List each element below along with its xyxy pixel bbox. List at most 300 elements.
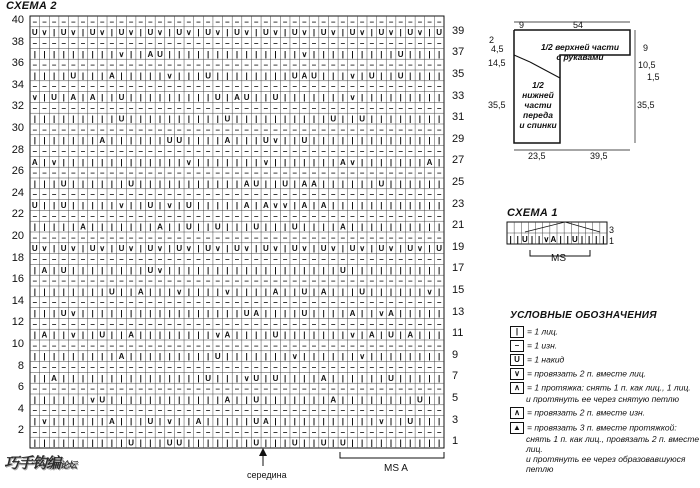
stitch-cell: | (284, 114, 287, 124)
stitch-cell: | (129, 71, 133, 81)
stitch-cell: | (409, 49, 412, 59)
stitch-cell: | (149, 373, 152, 383)
stitch-cell: U (60, 244, 67, 254)
stitch-cell: | (226, 352, 229, 362)
stitch-cell: – (99, 125, 105, 135)
stitch-cell: – (205, 363, 211, 372)
stitch-cell: – (157, 17, 163, 27)
stitch-cell: U (147, 28, 154, 38)
stitch-cell: | (43, 352, 46, 362)
stitch-cell: – (157, 39, 163, 48)
stitch-cell: | (274, 352, 277, 362)
stitch-cell: U (349, 28, 356, 38)
stitch-cell: – (321, 103, 326, 113)
stitch-cell: – (244, 60, 249, 70)
stitch-cell: U (60, 179, 67, 189)
stitch-cell: | (149, 157, 152, 167)
stitch-cell: | (361, 395, 364, 405)
stitch-cell: – (244, 39, 249, 48)
stitch-cell: – (157, 60, 163, 70)
stitch-cell: – (321, 60, 326, 70)
stitch-cell: ∨ (301, 28, 308, 38)
stitch-cell: – (128, 319, 134, 329)
stitch-cell: – (138, 39, 143, 48)
legend-text: = 1 протяжка: снять 1 п. как лиц., 1 лиц. (527, 382, 691, 393)
stitch-cell: – (80, 341, 86, 351)
stitch-cell: U (147, 201, 154, 210)
stitch-cell: – (427, 60, 432, 70)
row-number-left: 32 (11, 100, 24, 113)
stitch-cell: | (178, 49, 181, 59)
legend-item (510, 326, 558, 338)
stitch-cell: – (263, 363, 269, 372)
stitch-cell: | (303, 417, 306, 426)
stitch-cell: – (331, 60, 336, 70)
stitch-cell: – (331, 190, 336, 200)
stitch-cell: | (120, 330, 123, 340)
stitch-cell: – (99, 147, 105, 156)
stitch-cell: | (216, 179, 219, 189)
stitch-cell: – (292, 168, 297, 178)
stitch-cell: – (273, 39, 278, 48)
stitch-cell: U (301, 136, 308, 146)
stitch-cell: U (311, 71, 317, 81)
stitch-cell: – (177, 406, 182, 416)
stitch-cell: | (380, 265, 383, 275)
chart-1-stitch: | (595, 235, 598, 244)
stitch-cell: – (61, 363, 66, 372)
stitch-cell: | (399, 222, 402, 232)
stitch-cell: | (101, 287, 104, 297)
stitch-cell: – (138, 233, 143, 243)
stitch-cell: – (388, 298, 394, 308)
center-label: середина (247, 470, 287, 480)
stitch-cell: U (397, 49, 404, 59)
stitch-cell: – (61, 276, 66, 286)
stitch-cell: – (71, 384, 76, 394)
stitch-cell: – (369, 233, 375, 243)
stitch-cell: | (255, 201, 258, 210)
stitch-cell: – (331, 276, 336, 286)
stitch-cell: – (177, 363, 182, 372)
stitch-cell: – (109, 211, 115, 221)
stitch-cell: U (340, 265, 346, 275)
stitch-cell: – (282, 17, 288, 27)
stitch-cell: – (282, 298, 288, 308)
stitch-cell: – (51, 103, 57, 113)
stitch-cell: U (31, 244, 38, 254)
stitch-cell: | (101, 179, 104, 189)
stitch-cell: ∨ (349, 71, 356, 81)
stitch-cell: – (205, 384, 211, 394)
stitch-cell: | (274, 438, 277, 448)
row-number-right: 37 (452, 46, 465, 59)
stitch-cell: – (427, 211, 432, 221)
stitch-cell: | (197, 93, 200, 102)
schem-top-left: 9 (519, 20, 525, 30)
stitch-cell: | (178, 309, 181, 318)
stitch-cell: – (205, 406, 211, 416)
stitch-cell: | (235, 179, 239, 189)
stitch-cell: – (273, 255, 278, 264)
stitch-cell: A (157, 222, 163, 232)
stitch-cell: – (167, 82, 172, 92)
stitch-cell: – (128, 341, 134, 351)
stitch-cell: | (389, 395, 393, 405)
stitch-cell: – (225, 276, 230, 286)
stitch-cell: | (72, 49, 75, 59)
stitch-cell: – (128, 147, 134, 156)
legend-text: = провязать 2 п. вместе лиц. (527, 368, 647, 379)
stitch-cell: | (312, 28, 316, 38)
stitch-cell: | (72, 114, 75, 124)
stitch-cell: | (418, 93, 422, 102)
stitch-cell: | (91, 417, 94, 426)
stitch-cell: – (99, 406, 105, 416)
stitch-cell: | (158, 93, 162, 102)
stitch-cell: – (90, 60, 95, 70)
stitch-cell: – (148, 363, 153, 372)
stitch-cell: – (128, 384, 134, 394)
stitch-cell: – (388, 406, 394, 416)
stitch-cell: – (427, 276, 432, 286)
stitch-cell: | (149, 222, 152, 232)
stitch-cell: ∨ (157, 244, 163, 254)
stitch-cell: | (139, 265, 142, 275)
stitch-cell: – (32, 17, 38, 27)
stitch-cell: | (293, 201, 296, 210)
stitch-cell: U (89, 244, 96, 254)
stitch-cell: | (178, 417, 181, 426)
stitch-cell: – (167, 168, 172, 178)
chart-1-ms-label: MS (551, 253, 566, 264)
stitch-cell: U (340, 438, 346, 448)
stitch-cell: ∨ (330, 28, 337, 38)
stitch-cell: A (243, 201, 250, 210)
stitch-cell: – (90, 276, 95, 286)
stitch-cell: – (157, 103, 163, 113)
stitch-cell: | (428, 49, 431, 59)
stitch-cell: U (301, 287, 308, 297)
stitch-cell: | (235, 373, 239, 383)
stitch-cell: | (293, 265, 296, 275)
stitch-cell: | (322, 395, 325, 405)
stitch-cell: – (90, 341, 95, 351)
stitch-cell: – (427, 125, 432, 135)
stitch-cell: | (139, 93, 142, 102)
stitch-cell: – (80, 39, 86, 48)
stitch-cell: – (109, 82, 115, 92)
stitch-cell: – (359, 60, 365, 70)
stitch-cell: – (427, 384, 432, 394)
stitch-cell: – (244, 82, 249, 92)
stitch-cell: | (380, 287, 383, 297)
stitch-cell: | (33, 395, 36, 405)
stitch-cell: – (157, 341, 163, 351)
stitch-cell: | (158, 395, 162, 405)
stitch-cell: – (436, 233, 442, 243)
stitch-cell: – (80, 276, 86, 286)
stitch-cell: | (197, 265, 200, 275)
stitch-cell: – (80, 363, 86, 372)
stitch-cell: | (81, 28, 85, 38)
stitch-cell: – (234, 211, 240, 221)
stitch-cell: | (91, 265, 94, 275)
stitch-cell: – (205, 341, 211, 351)
stitch-cell: A (301, 201, 308, 210)
stitch-cell: – (244, 17, 249, 27)
stitch-cell: – (273, 168, 278, 178)
stitch-cell: – (61, 190, 66, 200)
stitch-cell: | (389, 179, 393, 189)
stitch-cell: – (282, 147, 288, 156)
stitch-cell: | (178, 373, 181, 383)
stitch-cell: – (215, 147, 220, 156)
row-number-right: 15 (452, 284, 465, 296)
stitch-cell: – (205, 147, 211, 156)
stitch-cell: A (330, 395, 337, 405)
stitch-cell: | (52, 179, 56, 189)
stitch-cell: – (340, 82, 346, 92)
stitch-cell: A (108, 417, 115, 426)
stitch-cell: – (205, 298, 211, 308)
stitch-cell: – (398, 384, 403, 394)
stitch-cell: | (33, 330, 36, 340)
stitch-cell: | (168, 244, 171, 254)
stitch-cell: – (196, 125, 201, 135)
stitch-cell: – (186, 190, 192, 200)
stitch-cell: | (245, 114, 248, 124)
stitch-cell: | (361, 136, 364, 146)
stitch-cell: U (234, 28, 240, 38)
stitch-cell: | (91, 222, 94, 232)
stitch-cell: – (302, 341, 307, 351)
stitch-cell: – (379, 82, 384, 92)
stitch-cell: | (62, 114, 65, 124)
stitch-cell: – (215, 168, 220, 178)
stitch-cell: | (370, 287, 373, 297)
stitch-cell: | (380, 222, 383, 232)
stitch-cell: – (90, 427, 95, 437)
stitch-cell: | (341, 244, 345, 254)
stitch-cell: – (292, 82, 297, 92)
stitch-cell: | (438, 93, 441, 102)
stitch-cell: – (234, 406, 240, 416)
stitch-cell: | (110, 222, 113, 232)
stitch-cell: | (33, 265, 36, 275)
stitch-cell: | (197, 244, 200, 254)
stitch-cell: – (157, 82, 163, 92)
stitch-cell: | (322, 352, 325, 362)
row-number-right: 35 (452, 68, 465, 80)
stitch-cell: U (128, 438, 134, 448)
stitch-cell: | (235, 330, 239, 340)
stitch-cell: – (321, 39, 326, 48)
stitch-cell: U (359, 287, 366, 297)
stitch-cell: U (301, 309, 308, 318)
stitch-cell: | (72, 438, 75, 448)
stitch-cell: – (196, 168, 201, 178)
stitch-cell: – (32, 406, 38, 416)
stitch-cell: | (158, 71, 162, 81)
stitch-cell: | (428, 136, 431, 146)
stitch-cell: ∨ (41, 417, 48, 426)
stitch-cell: – (311, 406, 317, 416)
stitch-cell: | (389, 114, 393, 124)
stitch-cell: | (438, 179, 441, 189)
stitch-cell: – (205, 255, 211, 264)
stitch-cell: – (167, 103, 172, 113)
stitch-cell: ∨ (272, 136, 279, 146)
stitch-cell: | (52, 287, 56, 297)
stitch-cell: – (408, 298, 413, 308)
stitch-cell: – (398, 168, 403, 178)
stitch-cell: | (418, 71, 422, 81)
stitch-cell: – (51, 168, 57, 178)
stitch-cell: – (398, 319, 403, 329)
stitch-cell: | (178, 265, 181, 275)
stitch-cell: | (62, 395, 65, 405)
stitch-cell: | (52, 417, 56, 426)
stitch-cell: | (361, 157, 364, 167)
stitch-cell: | (322, 309, 325, 318)
stitch-cell: | (62, 71, 65, 81)
stitch-cell: | (380, 136, 383, 146)
legend-symbol-icon: ▲ (510, 422, 524, 434)
stitch-cell: | (370, 373, 373, 383)
stitch-cell: A (426, 157, 433, 167)
stitch-cell: – (80, 255, 86, 264)
stitch-cell: – (417, 341, 423, 351)
stitch-cell: – (359, 233, 365, 243)
stitch-cell: A (224, 136, 231, 146)
stitch-cell: | (216, 71, 219, 81)
stitch-cell: | (91, 352, 94, 362)
stitch-cell: | (197, 352, 200, 362)
stitch-cell: | (399, 395, 402, 405)
stitch-cell: | (110, 438, 113, 448)
stitch-cell: – (388, 190, 394, 200)
stitch-cell: A (224, 395, 231, 405)
stitch-cell: – (99, 427, 105, 437)
stitch-cell: | (380, 49, 383, 59)
stitch-cell: | (187, 330, 190, 340)
stitch-cell: – (42, 319, 47, 329)
row-number-left: 34 (11, 78, 24, 91)
stitch-cell: – (331, 168, 336, 178)
stitch-cell: – (234, 384, 240, 394)
stitch-cell: ∨ (330, 244, 337, 254)
stitch-cell: – (71, 341, 76, 351)
stitch-cell: | (264, 352, 268, 362)
stitch-cell: – (398, 298, 403, 308)
stitch-cell: – (99, 341, 105, 351)
stitch-cell: – (71, 17, 76, 27)
stitch-cell: | (139, 179, 142, 189)
stitch-cell: – (196, 363, 201, 372)
stitch-cell: – (244, 363, 249, 372)
stitch-cell: ∨ (176, 287, 183, 297)
stitch-cell: | (206, 438, 210, 448)
stitch-cell: | (428, 71, 431, 81)
stitch-cell: | (72, 352, 75, 362)
stitch-cell: – (186, 255, 192, 264)
stitch-cell: | (101, 265, 104, 275)
stitch-cell: – (234, 147, 240, 156)
stitch-cell: – (61, 406, 66, 416)
stitch-cell: | (351, 287, 354, 297)
stitch-cell: | (428, 352, 431, 362)
stitch-cell: ∨ (70, 309, 77, 318)
stitch-cell: – (427, 427, 432, 437)
stitch-cell: | (139, 352, 142, 362)
stitch-cell: – (119, 406, 124, 416)
stitch-cell: A (89, 93, 96, 102)
row-number-left: 36 (11, 57, 24, 70)
stitch-cell: | (158, 352, 162, 362)
stitch-cell: | (168, 330, 171, 340)
stitch-cell: | (361, 309, 364, 318)
stitch-cell: | (361, 330, 364, 340)
stitch-cell: | (418, 373, 422, 383)
stitch-cell: | (139, 417, 142, 426)
stitch-cell: – (167, 17, 172, 27)
stitch-cell: – (254, 298, 259, 308)
stitch-cell: | (72, 136, 75, 146)
stitch-cell: | (81, 309, 85, 318)
stitch-cell: – (436, 17, 442, 27)
stitch-cell: | (409, 373, 412, 383)
stitch-cell: | (158, 114, 162, 124)
stitch-cell: | (312, 136, 316, 146)
stitch-cell: U (99, 330, 106, 340)
stitch-cell: | (264, 114, 268, 124)
stitch-cell: A (99, 136, 106, 146)
stitch-cell: | (284, 157, 287, 167)
stitch-cell: U (118, 93, 125, 102)
stitch-cell: – (225, 384, 230, 394)
stitch-cell: – (254, 211, 259, 221)
stitch-cell: | (389, 438, 393, 448)
row-number-left: 18 (11, 251, 24, 264)
stitch-cell: | (312, 201, 316, 210)
stitch-cell: | (101, 71, 104, 81)
stitch-cell: – (282, 168, 288, 178)
stitch-cell: – (177, 276, 182, 286)
stitch-cell: – (331, 233, 336, 243)
stitch-cell: – (128, 298, 134, 308)
stitch-cell: | (389, 222, 393, 232)
stitch-cell: | (197, 438, 200, 448)
stitch-cell: – (273, 427, 278, 437)
stitch-cell: | (120, 157, 123, 167)
stitch-cell: A (147, 49, 154, 59)
stitch-cell: – (340, 233, 346, 243)
stitch-cell: | (438, 395, 441, 405)
stitch-cell: – (32, 363, 38, 372)
stitch-cell: | (197, 395, 200, 405)
stitch-cell: | (409, 395, 412, 405)
stitch-cell: | (399, 265, 402, 275)
stitch-cell: – (234, 363, 240, 372)
stitch-cell: | (341, 28, 345, 38)
stitch-cell: – (32, 60, 38, 70)
stitch-cell: – (408, 60, 413, 70)
stitch-cell: – (273, 406, 278, 416)
stitch-cell: U (89, 28, 96, 38)
stitch-cell: | (284, 49, 287, 59)
stitch-cell: – (263, 125, 269, 135)
